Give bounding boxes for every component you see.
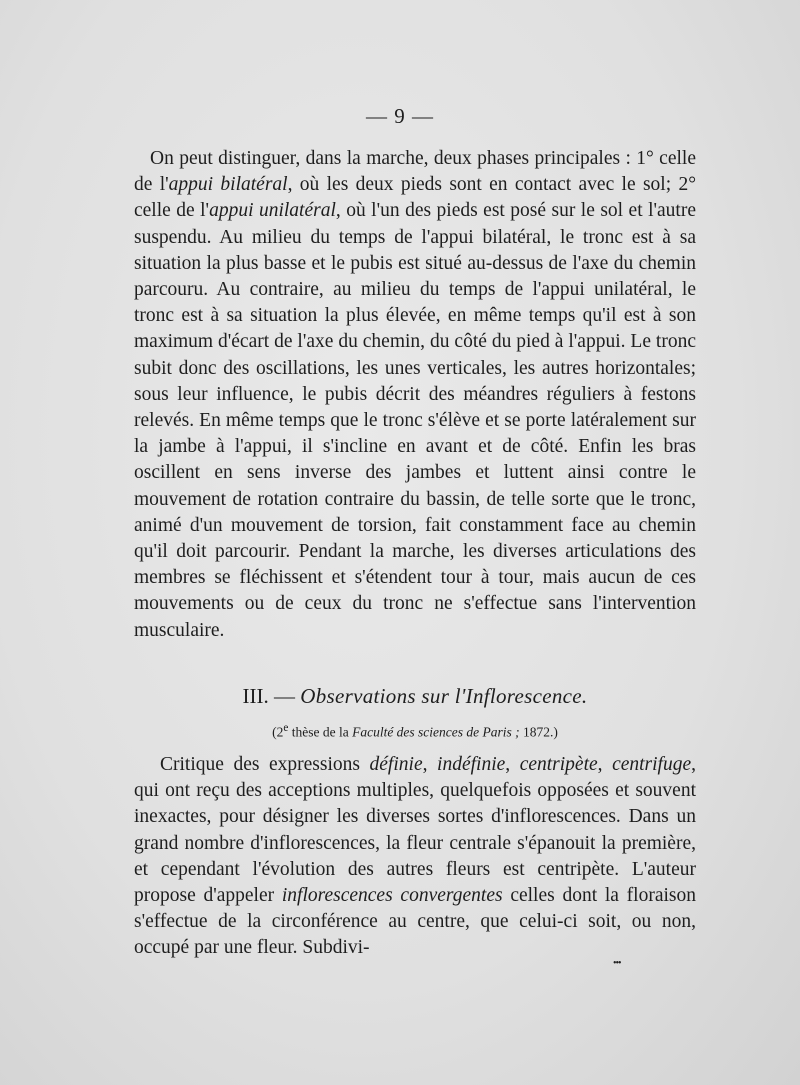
- note-plain: thèse de la: [288, 724, 353, 740]
- italic-term: définie: [369, 754, 423, 775]
- italic-term: centripète: [519, 754, 598, 775]
- paragraph-inflorescence: [134, 752, 696, 962]
- italic-term: indéfinie: [437, 754, 506, 775]
- paragraph-text: Critique des expressions définie, indéfinie, centripète, centrifuge, qui ont reçu des acceptions multiples, quelquefois opposées et souvent inexactes, pour désigner les diverses sortes d'inflorescences. Dans un grand nombre d'inflorescences, la fleur centrale s'épanouit la première, et cependant l'évolution des autres fleurs est centripète. L'auteur propose d'appeler inflorescences convergentes celles dont la floraison s'effectue de la circonférence au centre, que celui-ci soit, ou non, occupé par une fleur. Subdivi-: [134, 754, 697, 959]
- italic-term: appui bilatéral: [168, 174, 288, 196]
- note-close: 1872.): [519, 724, 558, 740]
- page-number: — 9 —: [366, 104, 434, 128]
- note-italic: Faculté des sciences de Paris ;: [352, 724, 520, 740]
- section-number: III.: [242, 684, 269, 708]
- italic-term: centrifuge: [612, 754, 692, 775]
- italic-term: inflorescences convergentes: [281, 885, 503, 907]
- section-heading: [134, 684, 696, 709]
- note-sup: e: [283, 722, 289, 734]
- paragraph-text: On peut distinguer, dans la marche, deux phases principales : 1° celle de l'appui bilatéral, où les deux pieds sont en contact avec le sol; 2° celle de l'appui unilatéral, où l'un des pieds est posé sur le sol et l'autre suspendu. Au milieu du temps de l'appui bilatéral, le tronc est à sa situation la plus basse et le pubis est situé au-dessus de l'axe du chemin parcouru. Au contraire, au milieu du temps de l'appui unilatéral, le tronc est à sa situation la plus élevée, en même temps qu'il est à son maximum d'écart de l'axe du chemin, du côté du pied à l'appui. Le tronc subit donc des oscillations, les unes verticales, les autres horizontales; sous leur influence, le pubis décrit des méandres réguliers à festons relevés. En même temps que le tronc s'élève et se porte latéralement sur la jambe à l'appui, il s'incline en avant et de côté. Enfin les bras oscillent en sens inverse des jambes et luttent ainsi contre le mouvement de rotation contraire du bassin, de telle sorte que le tronc, animé d'un mouvement de torsion, fait constamment face au chemin qu'il doit parcourir. Pendant la marche, les diverses articulations des membres se fléchissent et s'étendent tour à tour, mais aucun de ces mouvements ou de ceux du tronc ne s'effectue sans l'intervention musculaire.: [134, 148, 697, 641]
- catchword-dots: •••: [613, 958, 621, 969]
- section-dash: —: [274, 684, 296, 708]
- note-open: (2: [272, 724, 284, 740]
- paragraph-walking-phases: [134, 146, 696, 644]
- section-title: Observations sur l'Inflorescence.: [300, 684, 588, 708]
- italic-term: appui unilatéral: [209, 200, 336, 222]
- thesis-note: [134, 722, 696, 741]
